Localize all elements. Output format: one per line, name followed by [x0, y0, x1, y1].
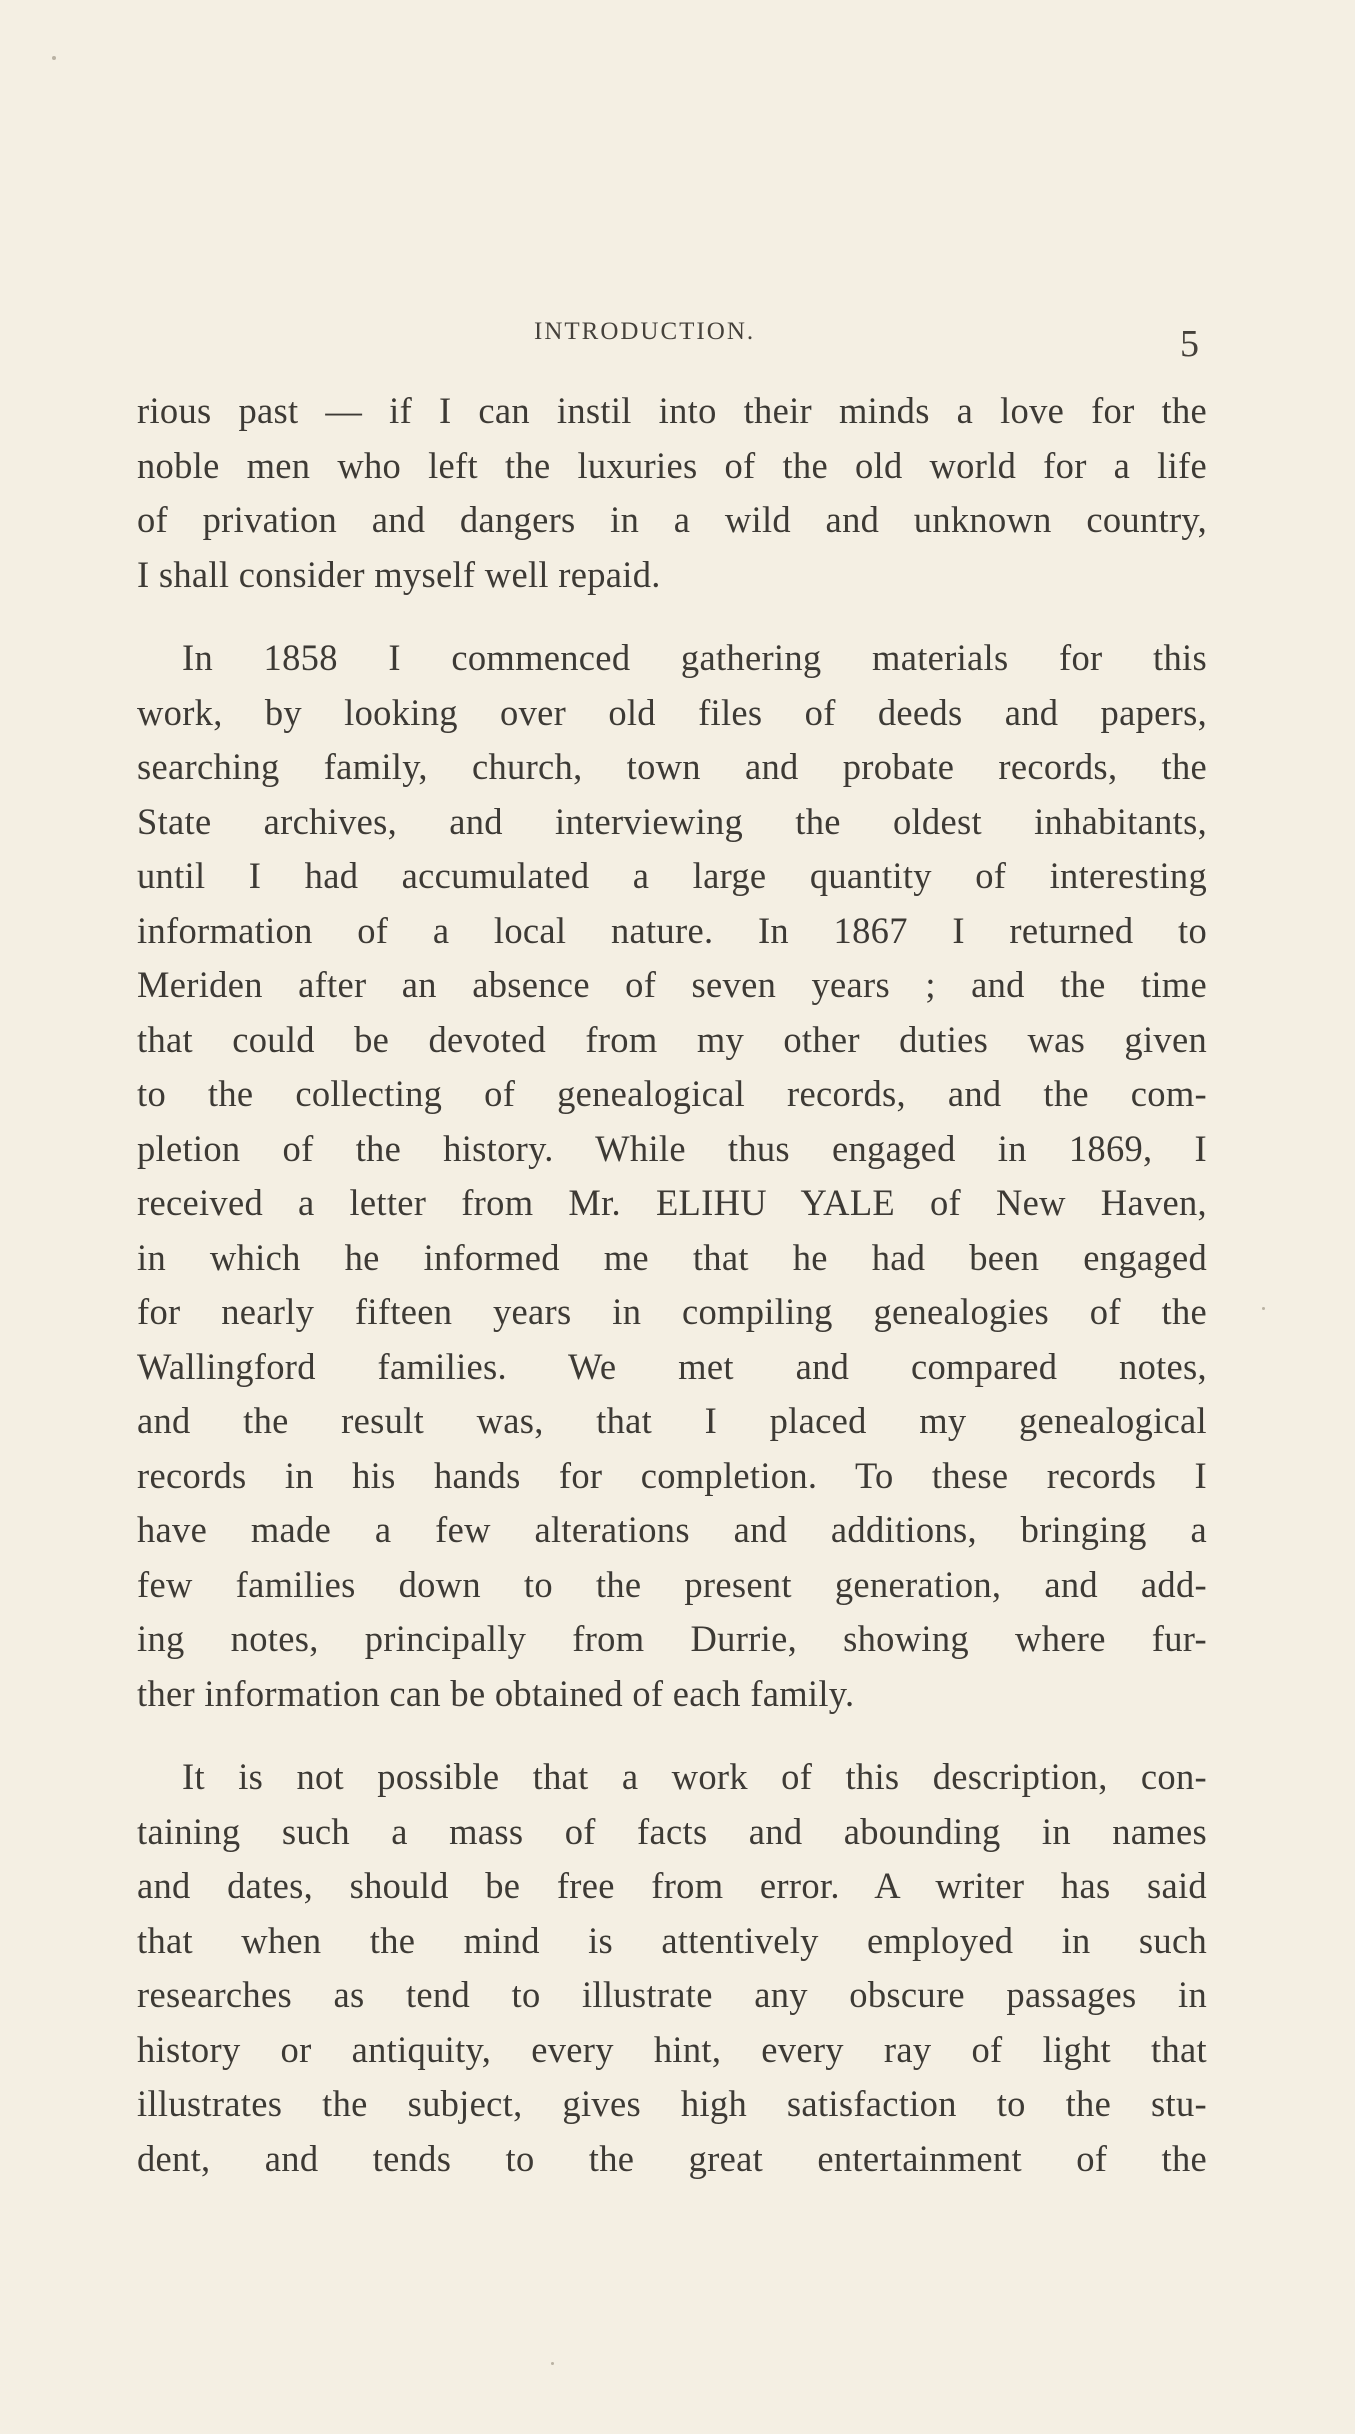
text-line: have made a few alterations and additions, bringing a — [137, 1509, 1207, 1550]
running-head-title: INTRODUCTION. — [534, 318, 756, 345]
paper-speck — [52, 56, 56, 60]
text-line: in which he informed me that he had been engaged — [137, 1236, 1207, 1278]
text-line: information of a local nature. In 1867 I returned to — [137, 909, 1207, 951]
paragraph-2 — [137, 631, 1207, 1721]
text-line: ther information can be obtained of each family. — [137, 1672, 855, 1714]
text-line: I shall consider myself well repaid. — [137, 553, 661, 595]
text-line: of privation and dangers in a wild and unknown country, — [137, 499, 1207, 540]
text-line: searching family, church, town and probate records, the — [137, 746, 1207, 787]
text-line: for nearly fifteen years in compiling genealogies of the — [137, 1291, 1207, 1332]
paper-speck — [551, 2362, 554, 2365]
text-line: State archives, and interviewing the oldest inhabitants, — [137, 800, 1207, 842]
paragraph-1 — [137, 384, 1207, 602]
text-line: records in his hands for completion. To these records I — [137, 1454, 1207, 1496]
text-line: Meriden after an absence of seven years ; and the time — [137, 964, 1207, 1005]
text-line: dent, and tends to the great entertainment of the — [137, 2137, 1207, 2179]
text-line: until I had accumulated a large quantity of interesting — [137, 855, 1207, 896]
text-line: that could be devoted from my other duties was given — [137, 1018, 1207, 1060]
paper-speck — [1262, 1307, 1265, 1310]
text-line: Wallingford families. We met and compared notes, — [137, 1345, 1207, 1387]
text-line: pletion of the history. While thus engaged in 1869, I — [137, 1127, 1207, 1169]
paragraph-3 — [137, 1750, 1207, 2186]
text-line: taining such a mass of facts and abounding in names — [137, 1810, 1207, 1852]
text-line: illustrates the subject, gives high satisfaction to the stu- — [137, 2083, 1207, 2124]
text-line: rious past — if I can instil into their minds a love for the — [137, 390, 1207, 431]
text-line: to the collecting of genealogical records, and the com- — [137, 1073, 1207, 1114]
text-line: that when the mind is attentively employed in such — [137, 1919, 1207, 1961]
text-line: history or antiquity, every hint, every ray of light that — [137, 2028, 1207, 2070]
body-text — [137, 384, 1207, 2186]
text-line: researches as tend to illustrate any obscure passages in — [137, 1974, 1207, 2015]
text-line: and the result was, that I placed my genealogical — [137, 1400, 1207, 1441]
text-line: noble men who left the luxuries of the old world for a life — [137, 444, 1207, 486]
text-line: and dates, should be free from error. A writer has said — [137, 1865, 1207, 1906]
running-head — [0, 318, 1355, 368]
text-line: received a letter from Mr. ELIHU YALE of New Haven, — [137, 1182, 1207, 1223]
text-line: In 1858 I commenced gathering materials for this — [182, 637, 1207, 678]
text-line: ing notes, principally from Durrie, showing where fur- — [137, 1618, 1207, 1659]
page-number: 5 — [1180, 323, 1199, 365]
text-line: work, by looking over old files of deeds and papers, — [137, 691, 1207, 733]
text-line: It is not possible that a work of this description, con- — [182, 1756, 1207, 1797]
text-line: few families down to the present generation, and add- — [137, 1563, 1207, 1605]
